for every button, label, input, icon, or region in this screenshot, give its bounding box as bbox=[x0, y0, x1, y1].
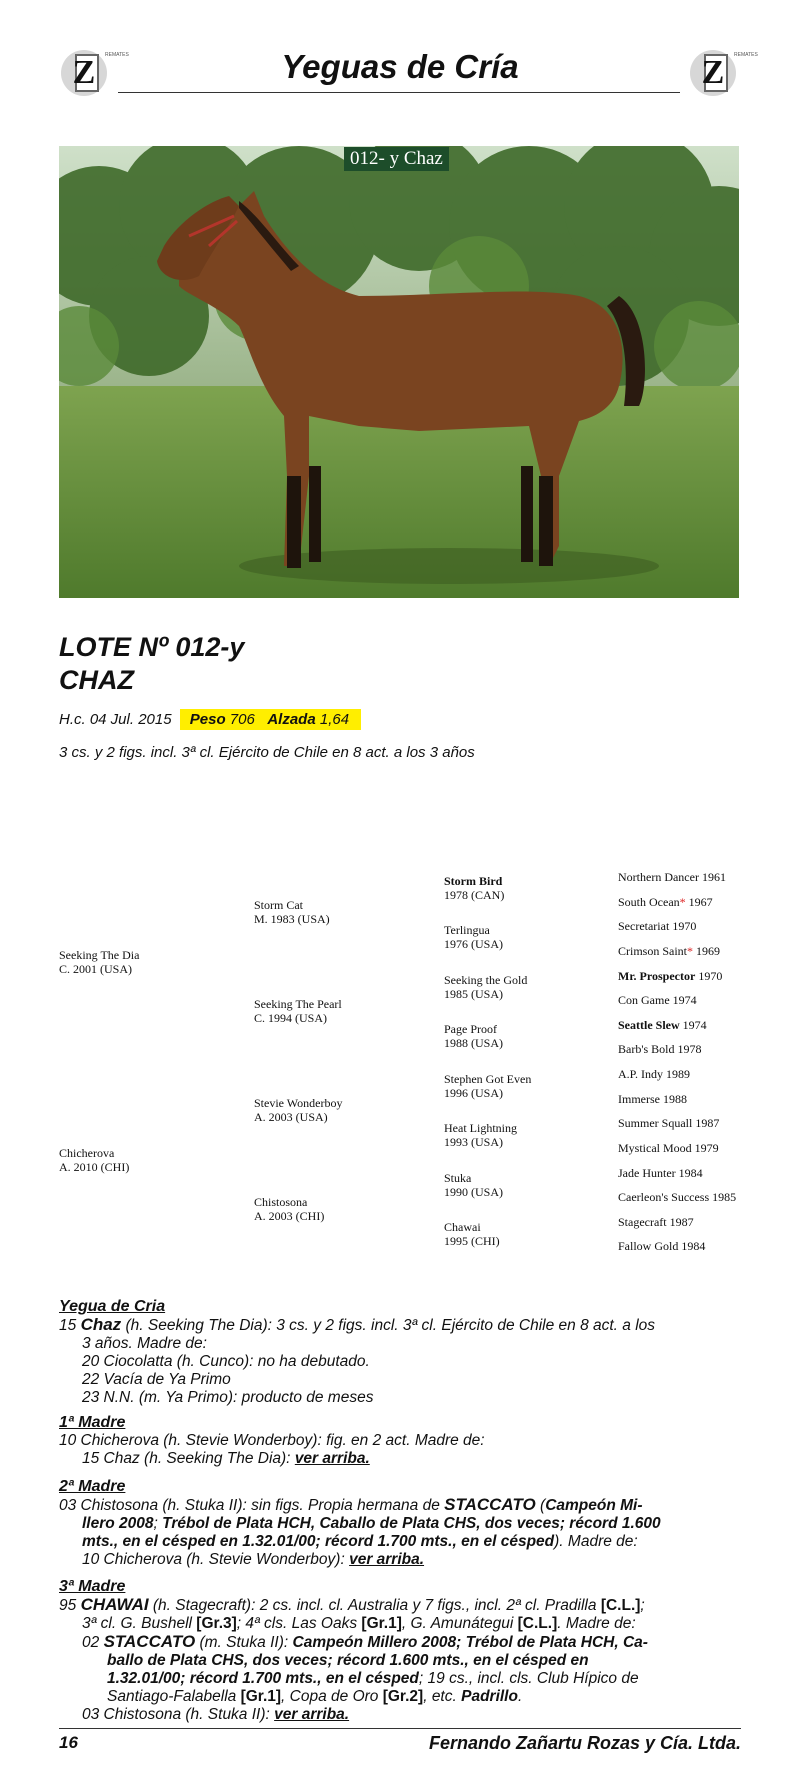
ver-arriba-link[interactable]: ver arriba. bbox=[349, 1551, 425, 1568]
pedigree-gen4: Caerleon's Success 1985 bbox=[618, 1190, 737, 1204]
pedigree-name: Seeking The Dia bbox=[59, 948, 140, 962]
pedigree-gen4: Con Game 1974 bbox=[618, 993, 697, 1007]
text-line: 10 Chicherova (h. Stevie Wonderboy): fig. en 2 act. Madre de: bbox=[59, 1432, 485, 1449]
pedigree-name: Stephen Got Even bbox=[444, 1072, 532, 1086]
pedigree-gen2 bbox=[254, 898, 330, 926]
section-heading: 1ª Madre bbox=[59, 1414, 126, 1431]
pedigree-gen4: A.P. Indy 1989 bbox=[618, 1067, 691, 1081]
peso-label: Peso bbox=[189, 711, 226, 728]
pedigree-gen4: Fallow Gold 1984 bbox=[618, 1239, 706, 1253]
pedigree-gen4: Jade Hunter 1984 bbox=[618, 1166, 703, 1180]
page-title: Yeguas de Cría bbox=[281, 48, 519, 85]
pedigree-info: 1976 (USA) bbox=[444, 937, 503, 951]
text-line: mts., en el césped en 1.32.01/00; récord 1.700 mts., en el césped). Madre de: bbox=[82, 1533, 638, 1550]
text-line: 15 Chaz (h. Seeking The Dia): ver arriba. bbox=[82, 1450, 370, 1467]
pedigree-name: Summer Squall bbox=[618, 1116, 693, 1130]
pedigree-name: Mystical Mood bbox=[618, 1141, 692, 1155]
pedigree-gen2 bbox=[254, 1195, 324, 1223]
pedigree-info: C. 1994 (USA) bbox=[254, 1011, 328, 1025]
birth-and-measures bbox=[59, 709, 361, 730]
pedigree-name: Storm Cat bbox=[254, 898, 304, 912]
pedigree-gen3 bbox=[444, 923, 503, 951]
logo-letter: Z bbox=[72, 54, 96, 91]
pedigree-name: Mr. Prospector bbox=[618, 969, 696, 983]
pedigree-name: Page Proof bbox=[444, 1022, 497, 1036]
section-heading: 2ª Madre bbox=[59, 1478, 126, 1495]
pedigree-name: Storm Bird bbox=[444, 874, 503, 888]
alzada-value: 1,64 bbox=[319, 711, 350, 728]
text-line: Santiago-Falabella [Gr.1], Copa de Oro [Gr.2], etc. Padrillo. bbox=[107, 1688, 523, 1705]
text-line: 15 Chaz (h. Seeking The Dia): 3 cs. y 2 figs. incl. 3ª cl. Ejército de Chile en 8 act. a los bbox=[59, 1315, 656, 1334]
peso-value: 706 bbox=[229, 711, 255, 728]
text-line: 20 Ciocolatta (h. Cunco): no ha debutado. bbox=[82, 1353, 370, 1370]
text-line: 02 STACCATO (m. Stuka II): Campeón Millero 2008; Trébol de Plata HCH, Ca- bbox=[82, 1632, 648, 1651]
pedigree-name: Chistosona bbox=[254, 1195, 308, 1209]
pedigree-info: 1995 (CHI) bbox=[444, 1234, 500, 1248]
pedigree-gen4: Secretariat 1970 bbox=[618, 919, 697, 933]
header-rule bbox=[118, 92, 680, 93]
remates-logo-right bbox=[690, 50, 758, 96]
pedigree-gen4: South Ocean* 1967 bbox=[618, 895, 713, 909]
pedigree-gen2 bbox=[254, 1096, 342, 1124]
pedigree-gen4: Barb's Bold 1978 bbox=[618, 1042, 702, 1056]
segunda-madre-section bbox=[59, 1478, 679, 1569]
primera-madre-section bbox=[59, 1414, 679, 1468]
tercera-madre-section bbox=[59, 1578, 679, 1724]
photo-lot-tag: 012- y Chaz bbox=[344, 147, 449, 171]
text-line: llero 2008; Trébol de Plata HCH, Caballo de Plata CHS, dos veces; récord 1.600 bbox=[82, 1515, 661, 1532]
pedigree-name: Caerleon's Success bbox=[618, 1190, 710, 1204]
pedigree-info: 1985 (USA) bbox=[444, 987, 503, 1001]
text-line: 95 CHAWAI (h. Stagecraft): 2 cs. incl. cl. Australia y 7 figs., incl. 2ª cl. Pradilla [C.L.]; bbox=[59, 1595, 645, 1614]
pedigree-name: Stuka bbox=[444, 1171, 472, 1185]
pedigree-name: Seeking the Gold bbox=[444, 973, 528, 987]
pedigree-name: Jade Hunter bbox=[618, 1166, 676, 1180]
pedigree-gen3 bbox=[444, 1220, 500, 1248]
performance-summary: 3 cs. y 2 figs. incl. 3ª cl. Ejército de Chile en 8 act. a los 3 años bbox=[59, 744, 475, 761]
pedigree-info: 1990 (USA) bbox=[444, 1185, 503, 1199]
pedigree-gen4: Mr. Prospector 1970 bbox=[618, 969, 723, 983]
section-heading: Yegua de Cria bbox=[59, 1298, 166, 1315]
pedigree-name: Stagecraft bbox=[618, 1215, 667, 1229]
pedigree-gen4: Summer Squall 1987 bbox=[618, 1116, 720, 1130]
text-line: ballo de Plata CHS, dos veces; récord 1.600 mts., en el césped en bbox=[107, 1652, 589, 1669]
pedigree-info: C. 2001 (USA) bbox=[59, 962, 133, 976]
logo-letter: Z bbox=[701, 54, 725, 91]
text-line: 3 años. Madre de: bbox=[82, 1335, 207, 1352]
pedigree-name: Terlingua bbox=[444, 923, 490, 937]
pedigree-gen3 bbox=[444, 973, 527, 1001]
pedigree-gen3 bbox=[444, 1171, 503, 1199]
pedigree-info: 1996 (USA) bbox=[444, 1086, 503, 1100]
pedigree-info: 1988 (USA) bbox=[444, 1036, 503, 1050]
pedigree-gen4: Immerse 1988 bbox=[618, 1092, 687, 1106]
pedigree-gen3 bbox=[444, 1022, 503, 1050]
pedigree-gen4: Mystical Mood 1979 bbox=[618, 1141, 719, 1155]
text-line: 3ª cl. G. Bushell [Gr.3]; 4ª cls. Las Oaks [Gr.1], G. Amunátegui [C.L.]. Madre de: bbox=[82, 1615, 636, 1632]
horse-photo bbox=[59, 146, 739, 598]
pedigree-info: A. 2003 (USA) bbox=[254, 1110, 328, 1124]
pedigree-info: A. 2003 (CHI) bbox=[254, 1209, 325, 1223]
pedigree-name: Seattle Slew bbox=[618, 1018, 680, 1032]
pedigree-name: Stevie Wonderboy bbox=[254, 1096, 343, 1110]
remates-logo-left bbox=[61, 50, 129, 96]
pedigree-name: Fallow Gold bbox=[618, 1239, 679, 1253]
footer-rule bbox=[59, 1728, 741, 1729]
pedigree-gen4: Crimson Saint* 1969 bbox=[618, 944, 721, 958]
measures-badge bbox=[180, 709, 361, 730]
pedigree-name: Secretariat bbox=[618, 919, 670, 933]
publisher-name: Fernando Zañartu Rozas y Cía. Ltda. bbox=[428, 1733, 741, 1753]
pedigree-gen4: Stagecraft 1987 bbox=[618, 1215, 694, 1229]
pedigree-gen3 bbox=[444, 874, 504, 902]
pedigree-name: Chicherova bbox=[59, 1146, 115, 1160]
pedigree-dam bbox=[59, 1146, 129, 1174]
logo-side-text: REMATES bbox=[734, 52, 758, 58]
pedigree-name: A.P. Indy bbox=[618, 1067, 664, 1081]
text-line: 03 Chistosona (h. Stuka II): ver arriba. bbox=[82, 1706, 350, 1723]
pedigree-sire bbox=[59, 948, 139, 976]
pedigree-name: Barb's Bold bbox=[618, 1042, 675, 1056]
lot-number: LOTE Nº 012-y bbox=[59, 632, 245, 662]
text-line: 03 Chistosona (h. Stuka II): sin figs. Propia hermana de STACCATO (Campeón Mi- bbox=[59, 1495, 643, 1514]
horse-name: CHAZ bbox=[59, 665, 134, 695]
pedigree-name: South Ocean bbox=[618, 895, 680, 909]
page-number: 16 bbox=[59, 1733, 78, 1752]
pedigree-name: Con Game bbox=[618, 993, 670, 1007]
pedigree-name: Northern Dancer bbox=[618, 870, 699, 884]
text-line: 23 N.N. (m. Ya Primo): producto de meses bbox=[82, 1389, 374, 1406]
pedigree-info: M. 1983 (USA) bbox=[254, 912, 330, 926]
pedigree-info: A. 2010 (CHI) bbox=[59, 1160, 130, 1174]
pedigree-gen4: Northern Dancer 1961 bbox=[618, 870, 726, 884]
birth-date: H.c. 04 Jul. 2015 bbox=[59, 711, 172, 728]
text-line: 10 Chicherova (h. Stevie Wonderboy): ver arriba. bbox=[82, 1551, 425, 1568]
alzada-label: Alzada bbox=[267, 711, 316, 728]
pedigree-name: Chawai bbox=[444, 1220, 481, 1234]
text-line: 22 Vacía de Ya Primo bbox=[82, 1371, 231, 1388]
text-line: 1.32.01/00; récord 1.700 mts., en el césped; 19 cs., incl. cls. Club Hípico de bbox=[107, 1670, 639, 1687]
pedigree-info: 1978 (CAN) bbox=[444, 888, 505, 902]
pedigree-gen3 bbox=[444, 1121, 517, 1149]
pedigree-gen3 bbox=[444, 1072, 531, 1100]
pedigree-name: Immerse bbox=[618, 1092, 660, 1106]
pedigree-name: Seeking The Pearl bbox=[254, 997, 342, 1011]
pedigree-info: 1993 (USA) bbox=[444, 1135, 503, 1149]
logo-side-text: REMATES bbox=[105, 52, 129, 58]
pedigree-gen4: Seattle Slew 1974 bbox=[618, 1018, 707, 1032]
pedigree-gen2 bbox=[254, 997, 342, 1025]
ver-arriba-link[interactable]: ver arriba. bbox=[294, 1450, 370, 1467]
ver-arriba-link[interactable]: ver arriba. bbox=[274, 1706, 350, 1723]
yegua-de-cria-section bbox=[59, 1298, 679, 1407]
section-heading: 3ª Madre bbox=[59, 1578, 126, 1595]
pedigree-name: Heat Lightning bbox=[444, 1121, 517, 1135]
pedigree-name: Crimson Saint bbox=[618, 944, 688, 958]
